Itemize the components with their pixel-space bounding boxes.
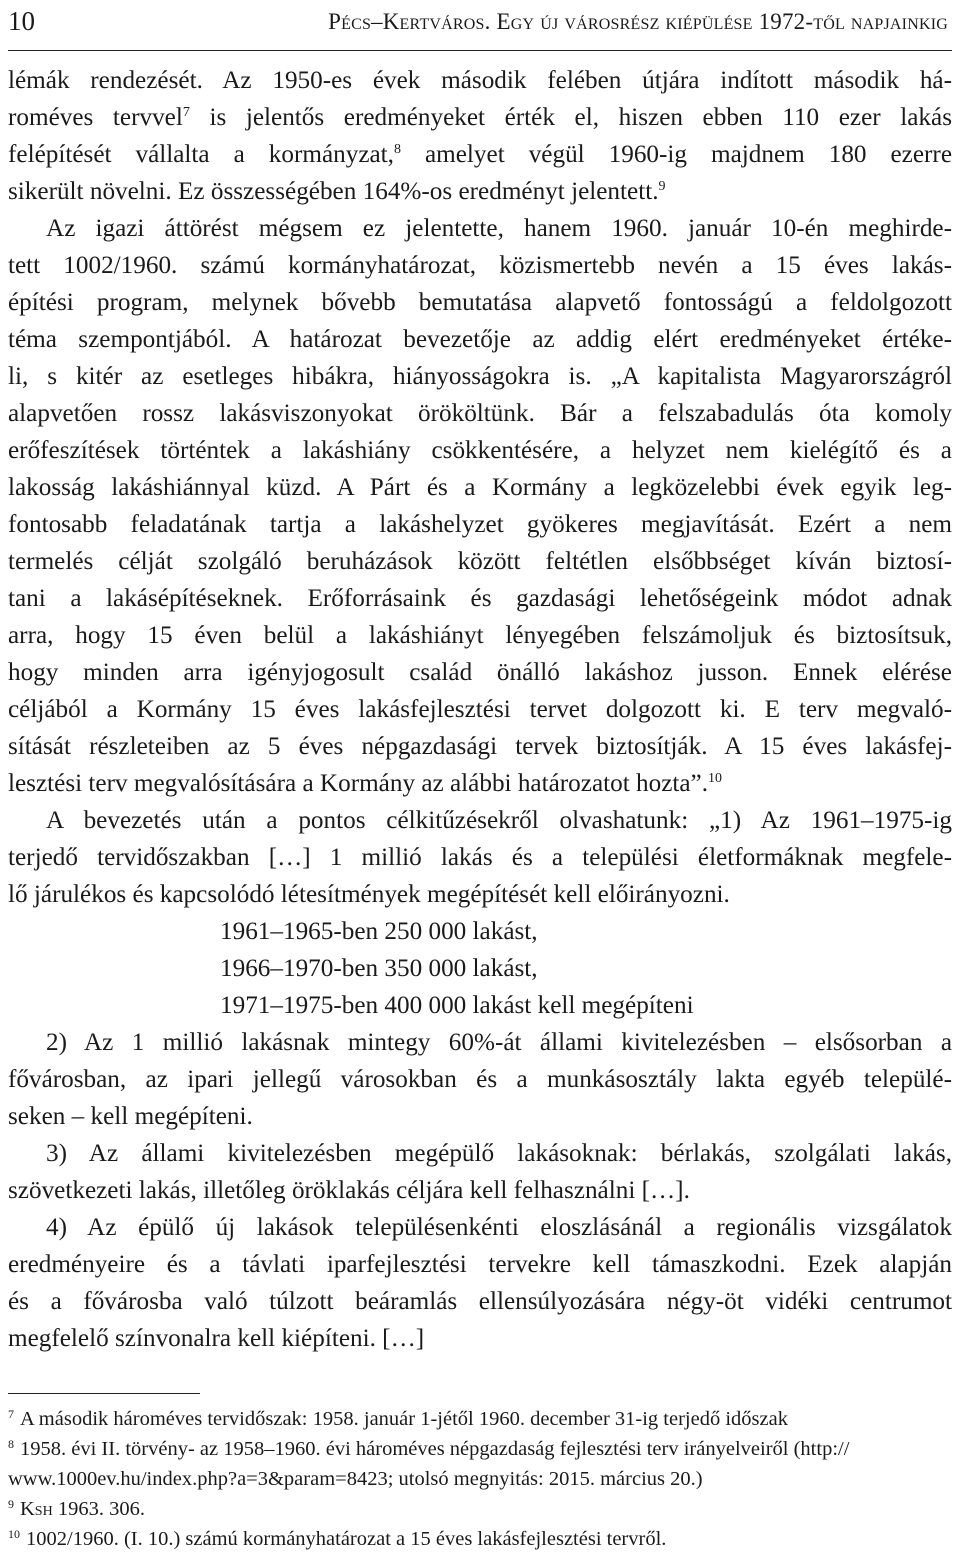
text-line: Az igazi áttörést mégsem ez jelentette, hanem 1960. január 10-én meghirde- xyxy=(46,215,952,242)
text-line: építési program, melynek bővebb bemutatása alapvető fontosságú a feldolgozott xyxy=(8,289,952,316)
text-line: céljából a Kormány 15 éves lakásfejlesztési tervet dolgozott ki. E terv megvaló- xyxy=(8,696,952,723)
text-line: li, s kitér az esetleges hibákra, hiányosságokra is. „A kapitalista Magyarországról xyxy=(8,363,952,390)
text-line: lakosság lakáshiánnyal küzd. A Párt és a Kormány a legközelebbi évek egyik leg- xyxy=(8,474,952,501)
text-line: erőfeszítések történtek a lakáshiány csökkentésére, a helyzet nem kielégítő és a xyxy=(8,437,952,464)
footnote-ref: 10 xyxy=(708,771,723,786)
text-line: lémák rendezését. Az 1950-es évek második felében útjára indított második há- xyxy=(8,67,952,94)
running-title: Pécs–Kertváros. Egy új városrész kiépülése 1972-től napjainkig xyxy=(328,9,948,34)
text-line: 4) Az épülő új lakások településenkénti eloszlásánál a regionális vizsgálatok xyxy=(46,1214,952,1241)
text-line: sítását részleteiben az 5 éves népgazdasági tervek biztosítják. A 15 éves lakásfej- xyxy=(8,733,952,760)
text-line: termelés célját szolgáló beruházások között feltétlen elsőbbséget kíván biztosí- xyxy=(8,548,952,575)
footnote-ref: 7 xyxy=(182,105,190,120)
text-line: seken – kell megépíteni. xyxy=(8,1103,253,1130)
footnote: www.1000ev.hu/index.php?a=3&param=8423; utolsó megnyitás: 2015. március 20.) xyxy=(8,1468,703,1490)
footnote: $^{10}$ 1002/1960. (I. 10.) számú kormányhatározat a 15 éves lakásfejlesztési tervről. xyxy=(8,1527,667,1550)
body-text xyxy=(8,62,952,1357)
text-line: hogy minden arra igényjogosult család önálló lakáshoz jusson. Ennek elérése xyxy=(8,659,952,686)
footnote: $^7$ A második hároméves tervidőszak: 1958. január 1-jétől 1960. december 31-ig terjedő időszak xyxy=(8,1407,788,1430)
text-line: 2) Az 1 millió lakásnak mintegy 60%-át állami kivitelezésben – elsősorban a xyxy=(46,1029,952,1056)
footnote-divider xyxy=(8,1393,200,1394)
text-line: terjedő tervidőszakban […] 1 millió lakás és a települési életformáknak megfele- xyxy=(8,844,952,871)
list-item: 1971–1975-ben 400 000 lakást kell megépíteni xyxy=(220,992,694,1019)
text-line: megfelelő színvonalra kell kiépíteni. […] xyxy=(8,1325,425,1352)
text-line: felépítését vállalta a kormányzat,$^8$ amelyet végül 1960-ig majdnem 180 ezerre xyxy=(8,141,952,168)
text-line: és a fővárosba való túlzott beáramlás ellensúlyozására négy-öt vidéki centrumot xyxy=(8,1288,952,1315)
footnote-ref: 9 xyxy=(658,179,666,194)
running-head xyxy=(8,0,952,51)
text-line: tett 1002/1960. számú kormányhatározat, közismertebb nevén a 15 éves lakás- xyxy=(8,252,952,279)
text-line: sikerült növelni. Ez összességében 164%-os eredményt jelentett.$^9$ xyxy=(8,178,666,205)
list-item: 1961–1965-ben 250 000 lakást, xyxy=(220,918,538,945)
text-line: lő járulékos és kapcsolódó létesítmények megépítését kell előirányozni. xyxy=(8,881,730,908)
text-line: fővárosban, az ipari jellegű városokban és a munkásosztály lakta egyéb települé- xyxy=(8,1066,952,1093)
text-line: A bevezetés után a pontos célkitűzésekről olvashatunk: „1) Az 1961–1975-ig xyxy=(46,807,952,834)
text-line: téma szempontjából. A határozat bevezetője az addig elért eredményeket értéke- xyxy=(8,326,952,353)
text-line: fontosabb feladatának tartja a lakáshelyzet gyökeres megjavítását. Ezért a nem xyxy=(8,511,952,538)
text-line: roméves tervvel$^7$ is jelentős eredményeket érték el, hiszen ebben 110 ezer lakás xyxy=(8,104,952,131)
text-line: alapvetően rossz lakásviszonyokat örököltünk. Bár a felszabadulás óta komoly xyxy=(8,400,952,427)
text-line: arra, hogy 15 éven belül a lakáshiányt lényegében felszámoljuk és biztosítsuk, xyxy=(8,622,952,649)
footnotes xyxy=(8,1404,952,1554)
text-line: szövetkezeti lakás, illetőleg öröklakás céljára kell felhasználni […]. xyxy=(8,1177,690,1204)
text-line: eredményeire és a távlati iparfejlesztési tervekre kell támaszkodni. Ezek alapján xyxy=(8,1251,952,1278)
page-number: 10 xyxy=(8,6,35,36)
text-line: tani a lakásépítéseknek. Erőforrásaink és gazdasági lehetőségeink módot adnak xyxy=(8,585,952,612)
text-line: lesztési terv megvalósítására a Kormány az alábbi határozatot hozta”.$^{10}$ xyxy=(8,770,723,797)
text-line: 3) Az állami kivitelezésben megépülő lakásoknak: bérlakás, szolgálati lakás, xyxy=(46,1140,952,1167)
list-item: 1966–1970-ben 350 000 lakást, xyxy=(220,955,538,982)
footnote: $^9$ Ksh 1963. 306. xyxy=(8,1497,145,1520)
footnote: $^8$ 1958. évi II. törvény- az 1958–1960. évi hároméves népgazdaság fejlesztési terv irányelveiről (http:// xyxy=(8,1437,850,1460)
footnote-ref: 8 xyxy=(393,142,401,157)
